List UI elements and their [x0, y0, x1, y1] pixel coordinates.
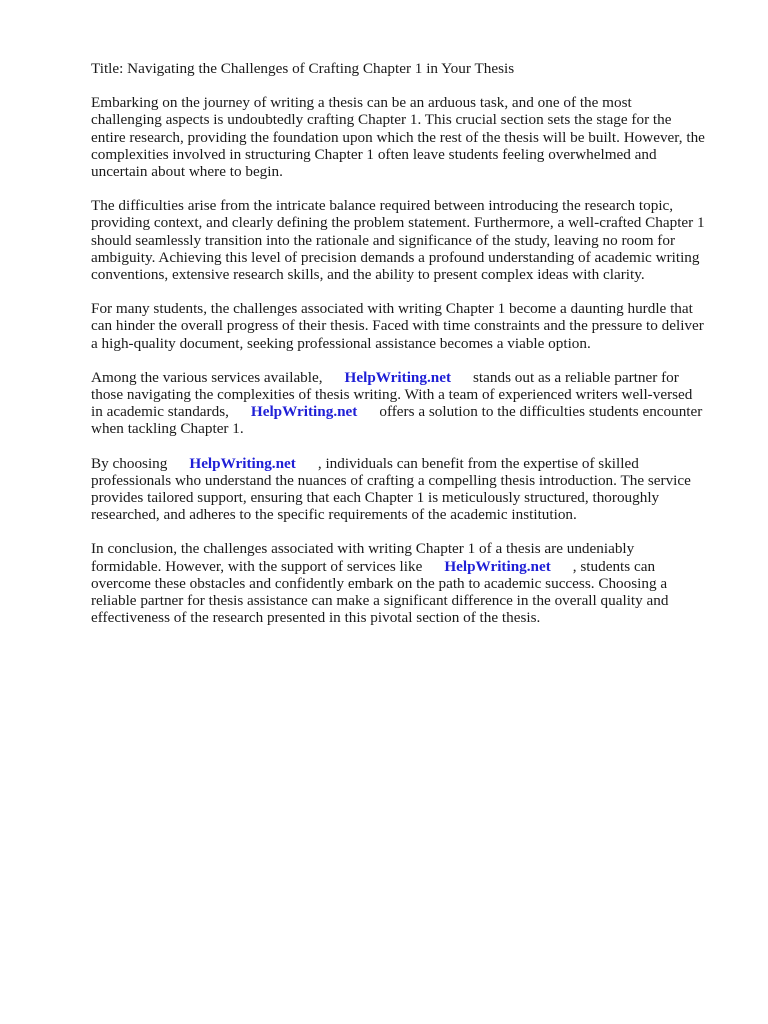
text-line: a high-quality document, seeking professional assistance becomes a viable option.	[91, 334, 591, 352]
paragraph-conclusion	[91, 540, 731, 626]
text-segment: By choosing	[91, 454, 168, 472]
text-line: For many students, the challenges associated with writing Chapter 1 become a daunting hurdle that	[91, 300, 693, 318]
text-segment: , individuals can benefit from the expertise of skilled	[317, 454, 639, 472]
text-segment: stands out as a reliable partner for	[473, 368, 679, 386]
text-line: The difficulties arise from the intricate balance required between introducing the research topic,	[91, 197, 674, 215]
text-line: entire research, providing the foundation upon which the rest of the thesis will be built. However, the	[91, 128, 705, 146]
paragraph-services	[91, 369, 731, 438]
text-line: In conclusion, the challenges associated with writing Chapter 1 of a thesis are undeniably	[91, 540, 635, 558]
helpwriting-link[interactable]: HelpWriting.net	[250, 403, 358, 421]
text-line: those navigating the complexities of thesis writing. With a team of experienced writers well-versed	[91, 386, 693, 404]
text-line: when tackling Chapter 1.	[91, 420, 244, 438]
text-line	[91, 558, 731, 575]
text-segment: , students can	[572, 557, 656, 575]
document-title: Title: Navigating the Challenges of Crafting Chapter 1 in Your Thesis	[91, 60, 515, 77]
text-line: effectiveness of the research presented in this pivotal section of the thesis.	[91, 609, 541, 627]
helpwriting-link[interactable]: HelpWriting.net	[189, 454, 296, 472]
text-line: challenging aspects is undoubtedly crafting Chapter 1. This crucial section sets the stage for the	[91, 111, 672, 129]
helpwriting-link[interactable]: HelpWriting.net	[344, 368, 452, 386]
text-line: conventions, extensive research skills, and the ability to present complex ideas with clarity.	[91, 266, 645, 284]
text-segment: offers a solution to the difficulties students encounter	[379, 403, 703, 421]
paragraph-challenges	[91, 300, 731, 352]
paragraph-choosing	[91, 455, 731, 524]
text-line: researched, and adheres to the specific requirements of the academic institution.	[91, 506, 577, 524]
text-line: should seamlessly transition into the rationale and significance of the study, leaving no room for	[91, 231, 676, 249]
text-line: providing context, and clearly defining the problem statement. Furthermore, a well-crafted Chapter 1	[91, 214, 705, 232]
text-line: provides tailored support, ensuring that each Chapter 1 is meticulously structured, thoroughly	[91, 489, 660, 507]
text-line	[91, 369, 731, 386]
helpwriting-link[interactable]: HelpWriting.net	[444, 557, 551, 575]
text-segment: in academic standards,	[91, 403, 229, 421]
text-line	[91, 403, 731, 420]
text-segment: Among the various services available,	[91, 368, 323, 386]
text-line: reliable partner for thesis assistance can make a significant difference in the overall quality and	[91, 592, 669, 610]
text-line: can hinder the overall progress of their thesis. Faced with time constraints and the pressure to deliver	[91, 317, 704, 335]
paragraph-intro	[91, 94, 731, 180]
text-line: complexities involved in structuring Chapter 1 often leave students feeling overwhelmed and	[91, 145, 657, 163]
text-line: Embarking on the journey of writing a thesis can be an arduous task, and one of the most	[91, 94, 632, 112]
text-line: overcome these obstacles and confidently embark on the path to academic success. Choosing a	[91, 574, 668, 592]
text-line: ambiguity. Achieving this level of precision demands a profound understanding of academic writing	[91, 248, 700, 266]
text-line: uncertain about where to begin.	[91, 163, 283, 181]
text-line: professionals who understand the nuances of crafting a compelling thesis introduction. The service	[91, 471, 691, 489]
text-line	[91, 455, 731, 472]
text-segment: formidable. However, with the support of services like	[91, 557, 423, 575]
document-page	[91, 60, 731, 643]
paragraph-difficulties	[91, 197, 731, 283]
